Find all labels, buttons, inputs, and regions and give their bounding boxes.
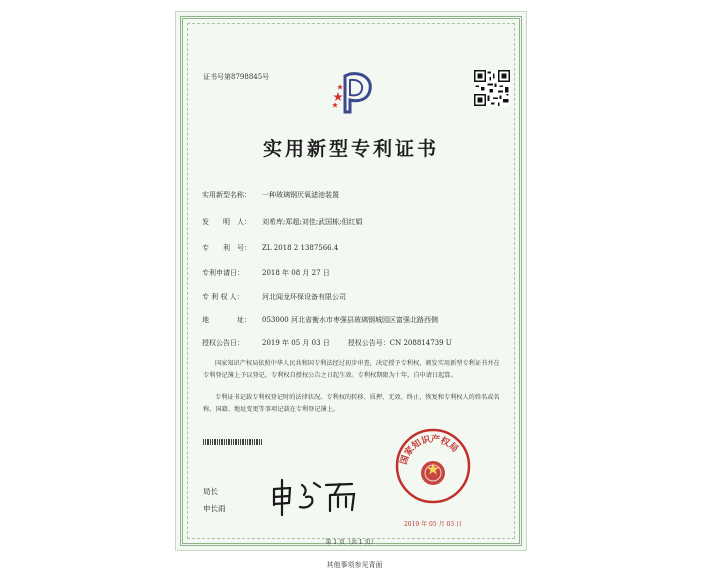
field-patentee [202, 292, 346, 302]
seal-text: 国家知识产权局 [399, 434, 460, 466]
field-label: 专利申请日： [202, 269, 244, 277]
seal-date: 2019 年 05 月 03 日 [403, 521, 463, 528]
field-grant-date [202, 338, 452, 348]
field-value: CN 208814739 U [389, 339, 452, 347]
certificate-paragraph: 国家知识产权局依照中华人民共和国专利法经过初步审查，决定授予专利权，颁发实用新型专利证书并在专利登记簿上予以登记。专利权自授权公告之日起生效。专利权期限为十年，自申请日起算。 [203, 360, 500, 379]
field-label: 专 利 号： [202, 244, 251, 252]
certificate-title: 实用新型专利证书 [262, 138, 439, 160]
field-utility-model-name [202, 190, 339, 200]
field-label: 授权公告号： [347, 339, 390, 347]
cnipa-logo-icon [330, 66, 376, 116]
field-label: 地 址： [202, 316, 251, 324]
barcode [203, 439, 263, 445]
field-label: 实用新型名称： [202, 191, 251, 199]
field-value: 053000 河北省衡水市枣强县玻璃钢城园区富强北路西侧 [262, 316, 438, 324]
field-value: 一种玻璃钢厌氧滤池装置 [262, 191, 339, 199]
chief-title: 局长 [203, 487, 218, 496]
field-value: ZL 2018 2 1387566.4 [262, 244, 339, 252]
chief-name: 申长雨 [203, 504, 226, 513]
field-label: 发 明 人： [202, 218, 251, 226]
field-inventors [202, 217, 362, 227]
field-value: 河北闻龙环保设备有限公司 [262, 293, 346, 301]
qr-code [474, 70, 510, 106]
patent-certificate [175, 11, 527, 551]
field-application-date [202, 268, 330, 278]
certificate-number: 证书号第8798845号 [203, 73, 270, 81]
field-label: 授权公告日： [202, 339, 244, 347]
official-seal-icon [394, 427, 472, 505]
svg-text:国家知识产权局 [397, 433, 460, 466]
field-address [202, 315, 438, 325]
field-value: 2019 年 05 月 03 日 [262, 339, 330, 347]
footnote: 其他事项参见背面 [326, 561, 383, 569]
field-value: 2018 年 08 月 27 日 [262, 269, 330, 277]
signature [268, 475, 368, 517]
certificate-paragraph: 专利证书记载专利权登记时的法律状况。专利权的转移、质押、无效、终止、恢复和专利权人的姓名或名称、国籍、地址变更等事项记载在专利登记簿上。 [203, 394, 500, 413]
field-patent-number [202, 243, 338, 253]
field-label: 专 利 权 人： [202, 293, 244, 301]
field-value: 刘希库;郑超;刘佳;武国栋;佀红娟 [262, 218, 363, 226]
page-number: 第 1 页（共 1 页） [325, 539, 377, 546]
